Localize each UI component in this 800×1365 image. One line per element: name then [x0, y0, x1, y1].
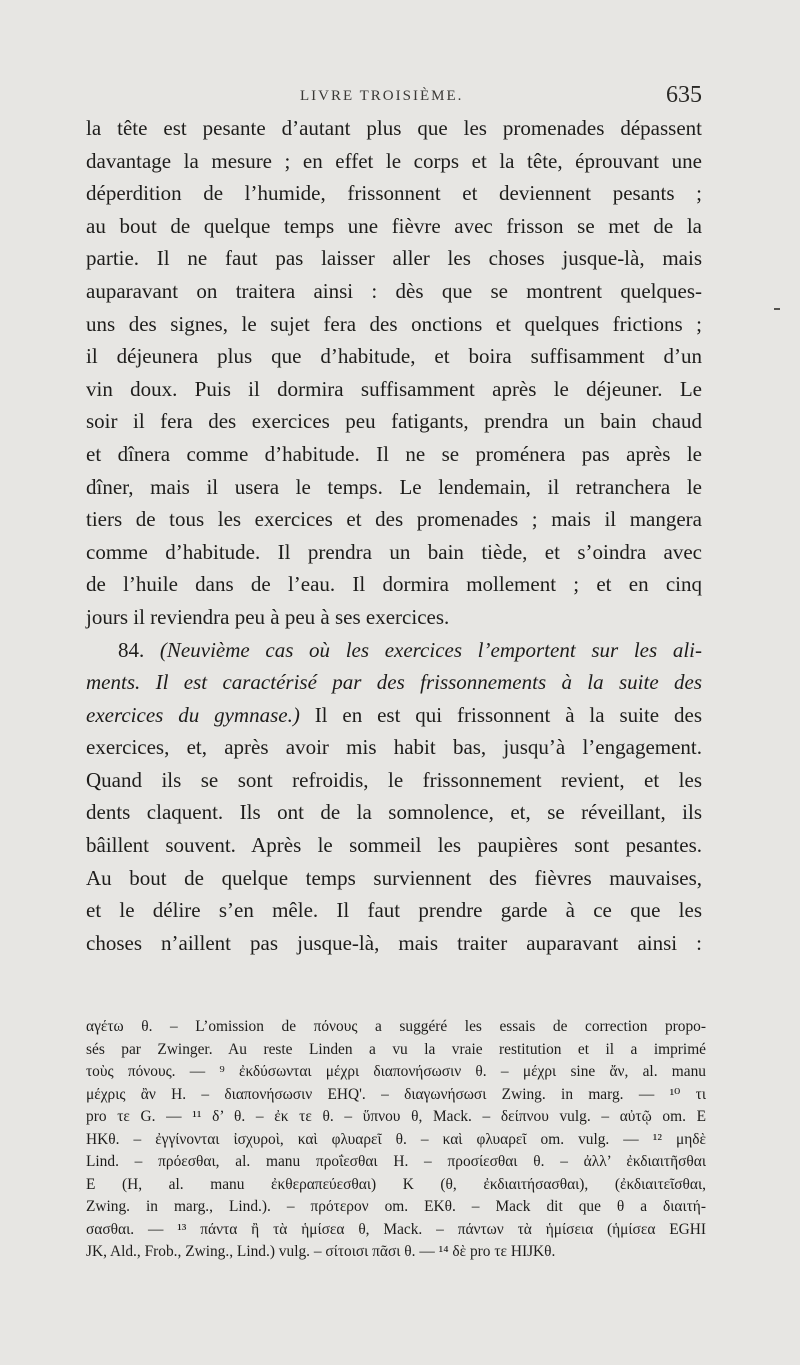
footnote-line: μέχρις ἂν H. – διαπονήσωσιν EHQ'. – διαγωνήσωσι Zwing. in marg. — ¹⁰ τι — [86, 1085, 706, 1103]
footnote-line: HKθ. – ἐγγίνονται ἰσχυροὶ, καὶ φλυαρεῖ θ. – καὶ φλυαρεῖ om. vulg. — ¹² μηδὲ — [86, 1130, 706, 1148]
text-line: jours il reviendra peu à peu à ses exercices. — [86, 604, 450, 629]
section-heading-line — [86, 666, 702, 699]
main-text — [86, 112, 702, 959]
text-line: Au bout de quelque temps surviennent des fièvres mauvaises, — [86, 865, 702, 890]
section-heading: ments. Il est caractérisé par des frissonnements à la suite des — [86, 670, 702, 695]
text-line: vin doux. Puis il dormira suffisamment après le déjeuner. Le — [86, 376, 702, 401]
running-title: LIVRE TROISIÈME. — [300, 88, 464, 104]
section-heading-line — [86, 699, 702, 732]
footnote-line: sés par Zwinger. Au reste Linden a vu la vraie restitution et il a imprimé — [86, 1040, 706, 1058]
text-line: soir il fera des exercices peu fatigants, prendra un bain chaud — [86, 409, 702, 434]
text-line: exercices, et, après avoir mis habit bas, jusqu’à l’engagement. — [86, 735, 702, 760]
text-line: bâillent souvent. Après le sommeil les paupières sont pesantes. — [86, 833, 702, 858]
text-line: davantage la mesure ; en effet le corps et la tête, éprouvant une — [86, 148, 702, 173]
margin-mark — [774, 308, 780, 310]
text-line: tiers de tous les exercices et des promenades ; mais il mangera — [86, 507, 702, 532]
footnote-line: σασθαι. — ¹³ πάντα ἢ τὰ ἡμίσεα θ, Mack. – πάντων τὰ ἡμίσεια (ἡμίσεα EGHI — [86, 1220, 706, 1238]
page-number: 635 — [666, 82, 702, 108]
text-line: partie. Il ne faut pas laisser aller les choses jusque-là, mais — [86, 246, 702, 271]
section-heading: (Neuvième cas où les exercices l’emportent sur les ali- — [159, 637, 702, 662]
text-line: la tête est pesante d’autant plus que les promenades dépassent — [86, 116, 702, 140]
text-line: il déjeunera plus que d’habitude, et boira suffisamment d’un — [86, 344, 702, 369]
text-line: de l’huile dans de l’eau. Il dormira mollement ; et en cinq — [86, 572, 702, 597]
text-line: Quand ils se sont refroidis, le frissonnement revient, et les — [86, 767, 702, 792]
footnote-line: τοὺς πόνους. — ⁹ ἐκδύσωνται μέχρι διαπονήσωσιν θ. – μέχρι sine ἄν, al. manu — [86, 1063, 706, 1080]
text-line: uns des signes, le sujet fera des onctions et quelques frictions ; — [86, 311, 702, 336]
footnote-line: pro τε G. — ¹¹ δ’ θ. – ἐκ τε θ. – ὕπνου θ, Mack. – δείπνου vulg. – αὐτῷ om. E — [86, 1108, 706, 1125]
section-heading: exercices du gymnase.) — [86, 702, 300, 727]
text-line: et dînera comme d’habitude. Il ne se proménera pas après le — [86, 441, 702, 466]
text-fragment: Il en est qui frissonnent à la suite des — [299, 702, 702, 727]
text-line: déperdition de l’humide, frissonnent et deviennent pesants ; — [86, 181, 702, 206]
text-line: choses n’aillent pas jusque-là, mais traiter auparavant ainsi : — [86, 930, 702, 955]
text-line: auparavant on traitera ainsi : dès que se montrent quelques- — [86, 278, 702, 303]
text-line: au bout de quelque temps une fièvre avec frisson se met de la — [86, 213, 702, 238]
text-line: et le délire s’en mêle. Il faut prendre garde à ce que les — [86, 898, 702, 923]
section-number: 84. — [118, 637, 145, 662]
footnote-line: E (H, al. manu ἐκθεραπεύεσθαι) K (θ, ἐκδιαιτήσασθαι), (ἐκδιαιτεῖσθαι, — [86, 1175, 706, 1193]
text-line: comme d’habitude. Il prendra un bain tiède, et s’oindra avec — [86, 539, 702, 564]
footnote-line: Zwing. in marg., Lind.). – πρότερον om. EKθ. – Mack dit que θ a διαιτή- — [86, 1198, 706, 1215]
section-heading-line — [86, 634, 702, 667]
footnote-line: JK, Ald., Frob., Zwing., Lind.) vulg. – σίτοισι πᾶσι θ. — ¹⁴ δὲ pro τε HIJKθ. — [86, 1243, 556, 1260]
footnote-line: αγέτω θ. – L’omission de πόνους a suggéré les essais de correction propo- — [86, 1018, 706, 1035]
footnote-line: Lind. – πρόεσθαι, al. manu προΐεσθαι H. – προσίεσθαι θ. – ἀλλ’ ἐκδιαιτῆσθαι — [86, 1153, 706, 1170]
text-line: dîner, mais il usera le temps. Le lendemain, il retranchera le — [86, 474, 702, 499]
text-line: dents claquent. Ils ont de la somnolence, et, se réveillant, ils — [86, 800, 702, 825]
footnotes — [86, 1016, 706, 1264]
